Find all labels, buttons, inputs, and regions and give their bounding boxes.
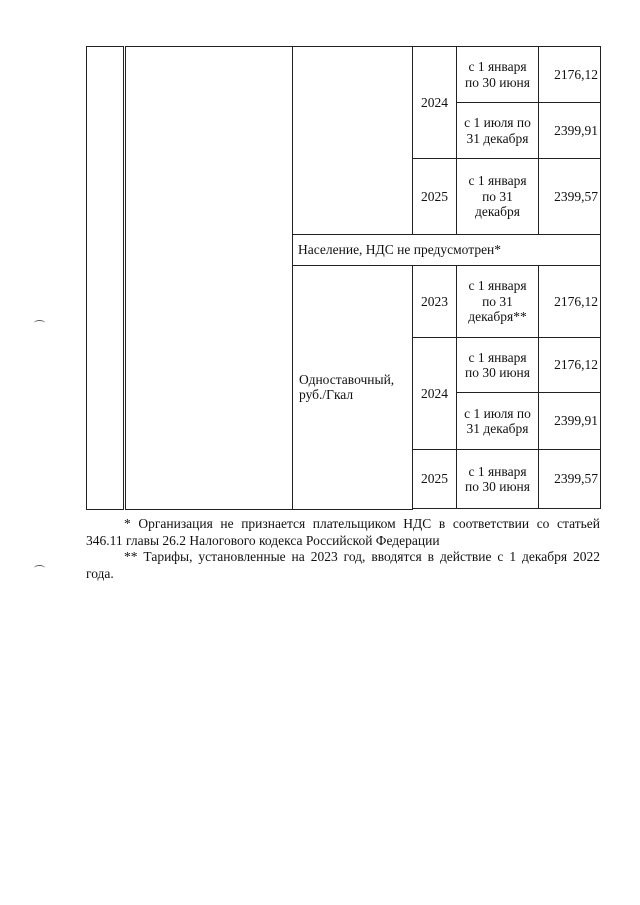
period-cell: с 1 января по 31 декабря <box>457 159 539 235</box>
year-cell: 2023 <box>413 266 457 338</box>
year-cell: 2024 <box>413 47 457 159</box>
price-cell: 2176,12 <box>539 338 601 393</box>
rate-type-cell: Одноставочный, руб./Гкал <box>293 266 413 510</box>
empty-cell <box>293 47 413 235</box>
period-cell: с 1 июля по 31 декабря <box>457 393 539 450</box>
year-cell: 2025 <box>413 450 457 509</box>
footnote-2023: ** Тарифы, установленные на 2023 год, вводятся в действие с 1 декабря 2022 года. <box>86 549 600 581</box>
price-cell: 2176,12 <box>539 266 601 338</box>
year-cell: 2025 <box>413 159 457 235</box>
price-cell: 2399,91 <box>539 393 601 450</box>
tariff-table <box>86 46 601 510</box>
price-cell: 2399,57 <box>539 450 601 509</box>
period-cell: с 1 июля по 31 декабря <box>457 103 539 159</box>
period-cell: с 1 января по 30 июня <box>457 338 539 393</box>
price-cell: 2399,57 <box>539 159 601 235</box>
period-cell: с 1 января по 30 июня <box>457 47 539 103</box>
empty-cell <box>87 47 125 510</box>
empty-cell <box>413 509 457 510</box>
period-cell: с 1 января по 31 декабря** <box>457 266 539 338</box>
empty-cell <box>125 47 293 510</box>
empty-cell <box>457 509 539 510</box>
year-cell: 2024 <box>413 338 457 450</box>
scan-mark <box>34 565 45 571</box>
footnote-vat: * Организация не признается плательщиком НДС в соответствии со статьей 346.11 главы 26.2 Налогового кодекса Российской Федерации <box>86 516 600 548</box>
period-cell: с 1 января по 30 июня <box>457 450 539 509</box>
empty-cell <box>539 509 601 510</box>
price-cell: 2399,91 <box>539 103 601 159</box>
table-row <box>87 47 601 103</box>
footnotes <box>86 516 600 582</box>
price-cell: 2176,12 <box>539 47 601 103</box>
scan-mark <box>34 320 45 326</box>
group-header: Население, НДС не предусмотрен* <box>293 235 601 266</box>
